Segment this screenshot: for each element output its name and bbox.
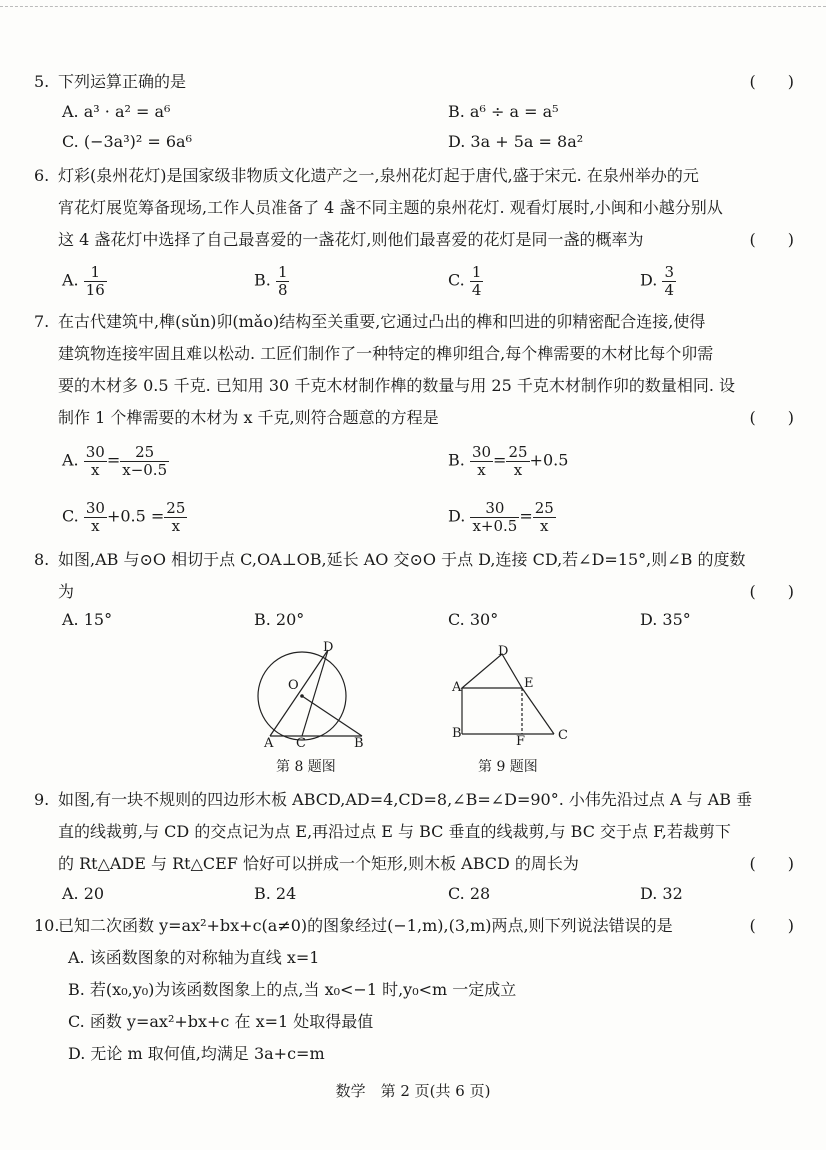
fraction	[662, 264, 676, 298]
option-d: D. 无论 m 取何值,均满足 3a+c=m	[68, 1044, 325, 1063]
line-ad	[270, 650, 328, 736]
denominator: 4	[664, 280, 674, 299]
denominator: x	[513, 460, 523, 479]
question-number: 10.	[34, 916, 60, 935]
question-line: 如图,有一块不规则的四边形木板 ABCD,AD=4,CD=8,∠B=∠D=90°. 小伟先沿过点 A 与 AB 垂	[58, 790, 753, 809]
question-number: 7.	[34, 312, 50, 331]
numerator: 25	[508, 443, 528, 461]
denominator: x	[540, 516, 549, 535]
center-point	[300, 694, 304, 698]
option-label: A.	[62, 450, 79, 470]
denominator: x	[91, 516, 100, 535]
numerator: 30	[470, 500, 519, 518]
numerator: 25	[166, 499, 186, 517]
numerator: 30	[85, 443, 105, 461]
label-b: B	[452, 726, 462, 741]
question-number: 6.	[34, 166, 50, 185]
label-d: D	[323, 640, 334, 655]
numerator: 1	[84, 264, 107, 282]
numerator: 30	[471, 443, 492, 461]
question-6	[34, 160, 794, 256]
fraction	[84, 500, 107, 534]
question-5	[34, 66, 794, 98]
question-number: 9.	[34, 790, 50, 809]
option-label: A.	[62, 270, 79, 290]
denominator: x−0.5	[122, 460, 168, 479]
option-d: D. 32	[640, 884, 683, 903]
numerator: 1	[277, 263, 288, 281]
fraction	[120, 444, 169, 478]
question-9	[34, 784, 794, 880]
option-b: B. $\frac{30}{x}$ = $\frac{25}{x}$ +0.5	[448, 443, 569, 479]
option-a: A. 15°	[62, 610, 113, 629]
label-c: C	[558, 728, 568, 743]
triangle-ade	[462, 654, 522, 688]
figure-9-caption: 第 9 题图	[478, 759, 538, 775]
question-line: 为	[58, 582, 75, 601]
answer-bracket: ( )	[749, 582, 794, 601]
question-10	[34, 910, 794, 942]
label-d: D	[498, 644, 509, 659]
answer-bracket: ( )	[749, 230, 794, 249]
numerator: 25	[120, 444, 169, 462]
option-b: B. 24	[254, 884, 297, 903]
fraction	[470, 264, 484, 298]
question-line: 建筑物连接牢固且难以松动. 工匠们制作了一种特定的榫卯组合,每个榫需要的木材比每个卯需	[58, 344, 714, 363]
fraction	[470, 500, 519, 534]
label-f: F	[516, 734, 526, 749]
question-line: 制作 1 个榫需要的木材为 x 千克,则符合题意的方程是	[58, 408, 439, 427]
term: +0.5 =	[106, 506, 165, 526]
line-ob	[302, 696, 362, 736]
answer-bracket: ( )	[749, 916, 794, 935]
option-label: C.	[62, 506, 79, 526]
numerator: 30	[85, 499, 105, 517]
question-line: 如图,AB 与⊙O 相切于点 C,OA⊥OB,延长 AO 交⊙O 于点 D,连接 CD,若∠D=15°,则∠B 的度数	[58, 550, 746, 569]
fraction	[84, 444, 107, 478]
option-b: B. 20°	[254, 610, 305, 629]
option-d	[640, 263, 676, 299]
question-line: 直的线裁剪,与 CD 的交点记为点 E,再沿过点 E 与 BC 垂直的线裁剪,与 BC 交于点 F,若裁剪下	[58, 822, 731, 841]
fraction	[506, 444, 529, 478]
denominator: x	[91, 460, 100, 479]
fraction	[84, 264, 107, 298]
denominator: 8	[277, 280, 288, 299]
term: +0.5	[529, 450, 569, 470]
option-label: D.	[448, 506, 466, 526]
denominator: x+0.5	[472, 516, 518, 535]
denominator: x	[477, 460, 486, 479]
label-e: E	[524, 676, 534, 691]
option-b	[254, 263, 289, 299]
numerator: 1	[471, 263, 482, 281]
option-d: D. $\frac{30}{x+0.5}$ = $\frac{25}{x}$	[448, 499, 554, 535]
denominator: 4	[471, 280, 482, 299]
question-text: 已知二次函数 y=ax²+bx+c(a≠0)的图象经过(−1,m),(3,m)两点,则下列说法错误的是	[58, 916, 673, 935]
option-a: A. 该函数图象的对称轴为直线 x=1	[68, 948, 320, 967]
top-dashed-line	[0, 6, 826, 7]
option-c	[448, 263, 483, 299]
denominator: x	[171, 516, 181, 535]
label-a: A	[264, 736, 274, 751]
option-c: C. 函数 y=ax²+bx+c 在 x=1 处取得最值	[68, 1012, 374, 1031]
option-c: C. (−3a³)² = 6a⁶	[62, 132, 192, 151]
page-footer: 数学 第 2 页(共 6 页)	[335, 1082, 491, 1100]
option-d: D. 35°	[640, 610, 691, 629]
question-line: 要的木材多 0.5 千克. 已知用 30 千克木材制作榫的数量与用 25 千克木材制作卯的数量相同. 设	[58, 376, 736, 395]
option-label: D.	[640, 270, 658, 290]
line-cd	[302, 650, 328, 736]
figure-8-caption: 第 8 题图	[276, 759, 336, 775]
option-b: B. 若(x₀,y₀)为该函数图象上的点,当 x₀<−1 时,y₀<m 一定成立	[68, 980, 517, 999]
question-number: 8.	[34, 550, 50, 569]
fraction	[276, 264, 290, 298]
question-line: 这 4 盏花灯中选择了自己最喜爱的一盏花灯,则他们最喜爱的花灯是同一盏的概率为	[58, 230, 644, 249]
option-b: B. a⁶ ÷ a = a⁵	[448, 102, 559, 121]
question-8	[34, 544, 794, 608]
option-label: B.	[448, 450, 465, 470]
numerator: 25	[534, 499, 554, 517]
answer-bracket: ( )	[749, 854, 794, 873]
option-label: B.	[254, 270, 271, 290]
option-c: C. 30°	[448, 610, 499, 629]
denominator: 16	[85, 280, 105, 299]
option-a: A. $\frac{30}{x}$ = $\frac{25}{x-0.5}$	[62, 443, 168, 479]
option-a: A. a³ · a² = a⁶	[62, 102, 171, 121]
option-c: C. 28	[448, 884, 491, 903]
question-line: 宵花灯展览筹备现场,工作人员准备了 4 盏不同主题的泉州花灯. 观看灯展时,小闽和小越分别从	[58, 198, 723, 217]
label-o: O	[288, 678, 299, 693]
question-line: 灯彩(泉州花灯)是国家级非物质文化遗产之一,泉州花灯起于唐代,盛于宋元. 在泉州举办的元	[58, 166, 699, 185]
answer-bracket: ( )	[749, 72, 794, 91]
answer-bracket: ( )	[749, 408, 794, 427]
option-d: D. 3a + 5a = 8a²	[448, 132, 584, 151]
label-a: A	[452, 680, 462, 695]
question-line: 的 Rt△ADE 与 Rt△CEF 恰好可以拼成一个矩形,则木板 ABCD 的周长为	[58, 854, 579, 873]
fraction	[470, 444, 493, 478]
question-line: 在古代建筑中,榫(sǔn)卯(mǎo)结构至关重要,它通过凸出的榫和凹进的卯精密配合连接,使得	[58, 312, 706, 331]
option-a	[62, 263, 107, 299]
fraction	[533, 500, 556, 534]
option-a: A. 20	[62, 884, 105, 903]
question-text: 下列运算正确的是	[58, 72, 187, 91]
fraction	[164, 500, 187, 534]
question-number: 5.	[34, 72, 50, 91]
option-c	[62, 499, 187, 535]
label-c: C	[296, 736, 306, 751]
line-ec	[522, 688, 554, 734]
question-7	[34, 306, 794, 434]
numerator: 3	[664, 263, 674, 281]
label-b: B	[354, 736, 364, 751]
option-label: C.	[448, 270, 465, 290]
